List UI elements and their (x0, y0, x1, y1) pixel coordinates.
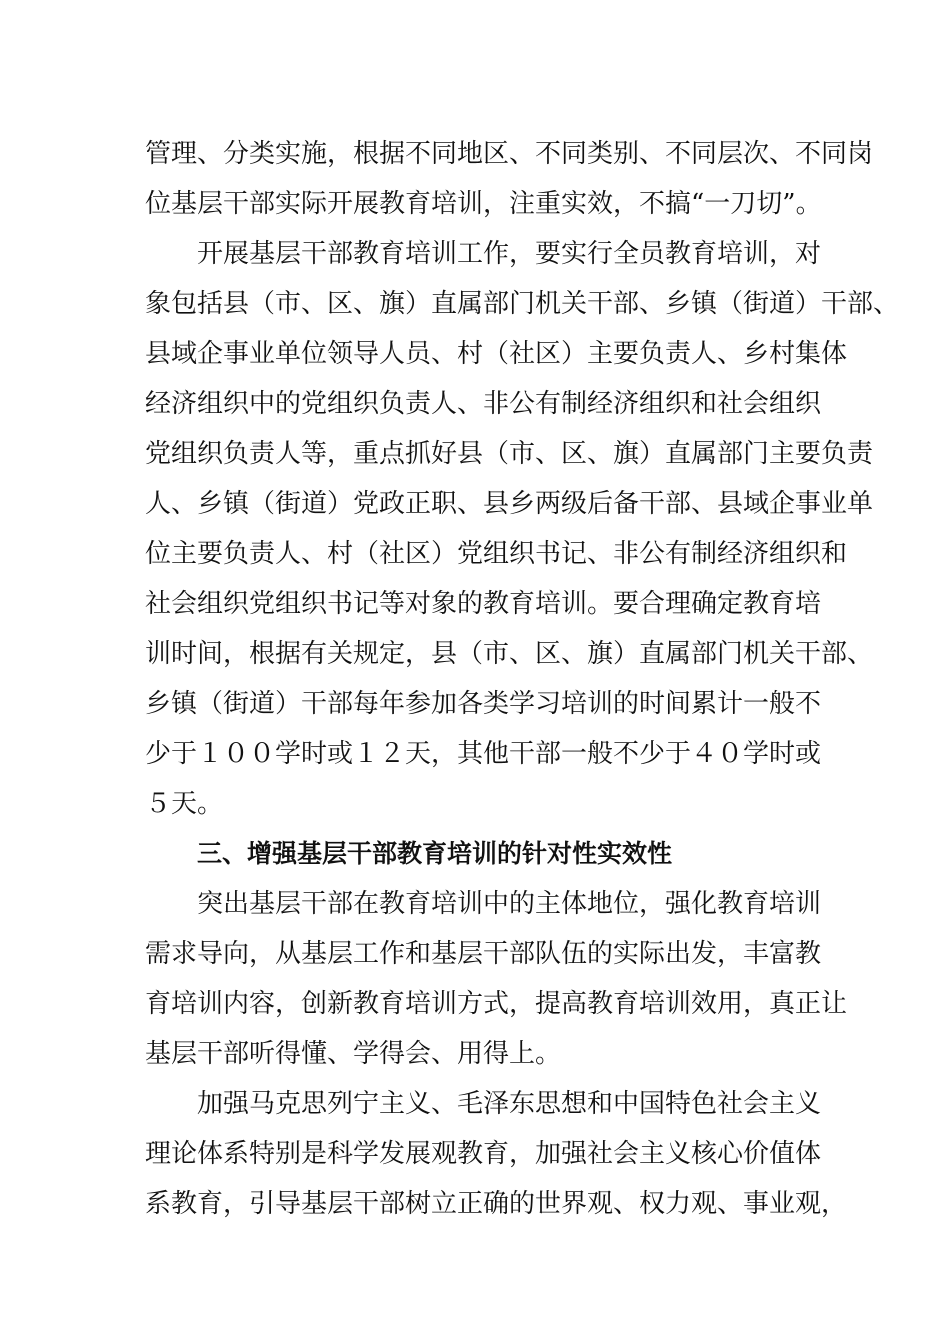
text-line: 系教育，引导基层干部树立正确的世界观、权力观、事业观， (145, 1189, 848, 1219)
text-line: 管理、分类实施，根据不同地区、不同类别、不同层次、不同岗 (145, 139, 874, 169)
text-line: 需求导向，从基层工作和基层干部队伍的实际出发，丰富教 (145, 939, 822, 969)
text-line: 乡镇（街道）干部每年参加各类学习培训的时间累计一般不 (145, 689, 822, 719)
text-line: 理论体系特别是科学发展观教育，加强社会主义核心价值体 (145, 1139, 822, 1169)
text-line: 社会组织党组织书记等对象的教育培训。要合理确定教育培 (145, 589, 822, 619)
text-line: 基层干部听得懂、学得会、用得上。 (145, 1039, 562, 1069)
section-heading: 三、增强基层干部教育培训的针对性实效性 (197, 839, 673, 868)
text-line: 党组织负责人等，重点抓好县（市、区、旗）直属部门主要负责 (145, 439, 874, 469)
text-line: 经济组织中的党组织负责人、非公有制经济组织和社会组织 (145, 389, 822, 419)
text-line: ５天。 (145, 789, 224, 819)
text-line: 位基层干部实际开展教育培训，注重实效，不搞“一刀切”。 (145, 189, 822, 219)
text-line: 开展基层干部教育培训工作，要实行全员教育培训，对 (197, 239, 822, 269)
text-line: 人、乡镇（街道）党政正职、县乡两级后备干部、县域企事业单 (145, 489, 874, 519)
text-line: 突出基层干部在教育培训中的主体地位，强化教育培训 (197, 889, 822, 919)
text-line: 育培训内容，创新教育培训方式，提高教育培训效用，真正让 (145, 989, 848, 1019)
text-line: 位主要负责人、村（社区）党组织书记、非公有制经济组织和 (145, 539, 848, 569)
text-line: 县域企事业单位领导人员、村（社区）主要负责人、乡村集体 (145, 339, 848, 369)
text-line: 少于１００学时或１２天，其他干部一般不少于４０学时或 (145, 739, 822, 769)
text-line: 训时间，根据有关规定，县（市、区、旗）直属部门机关干部、 (145, 639, 874, 669)
text-line: 象包括县（市、区、旗）直属部门机关干部、乡镇（街道）干部、 (145, 289, 900, 319)
text-line: 加强马克思列宁主义、毛泽东思想和中国特色社会主义 (197, 1089, 822, 1119)
